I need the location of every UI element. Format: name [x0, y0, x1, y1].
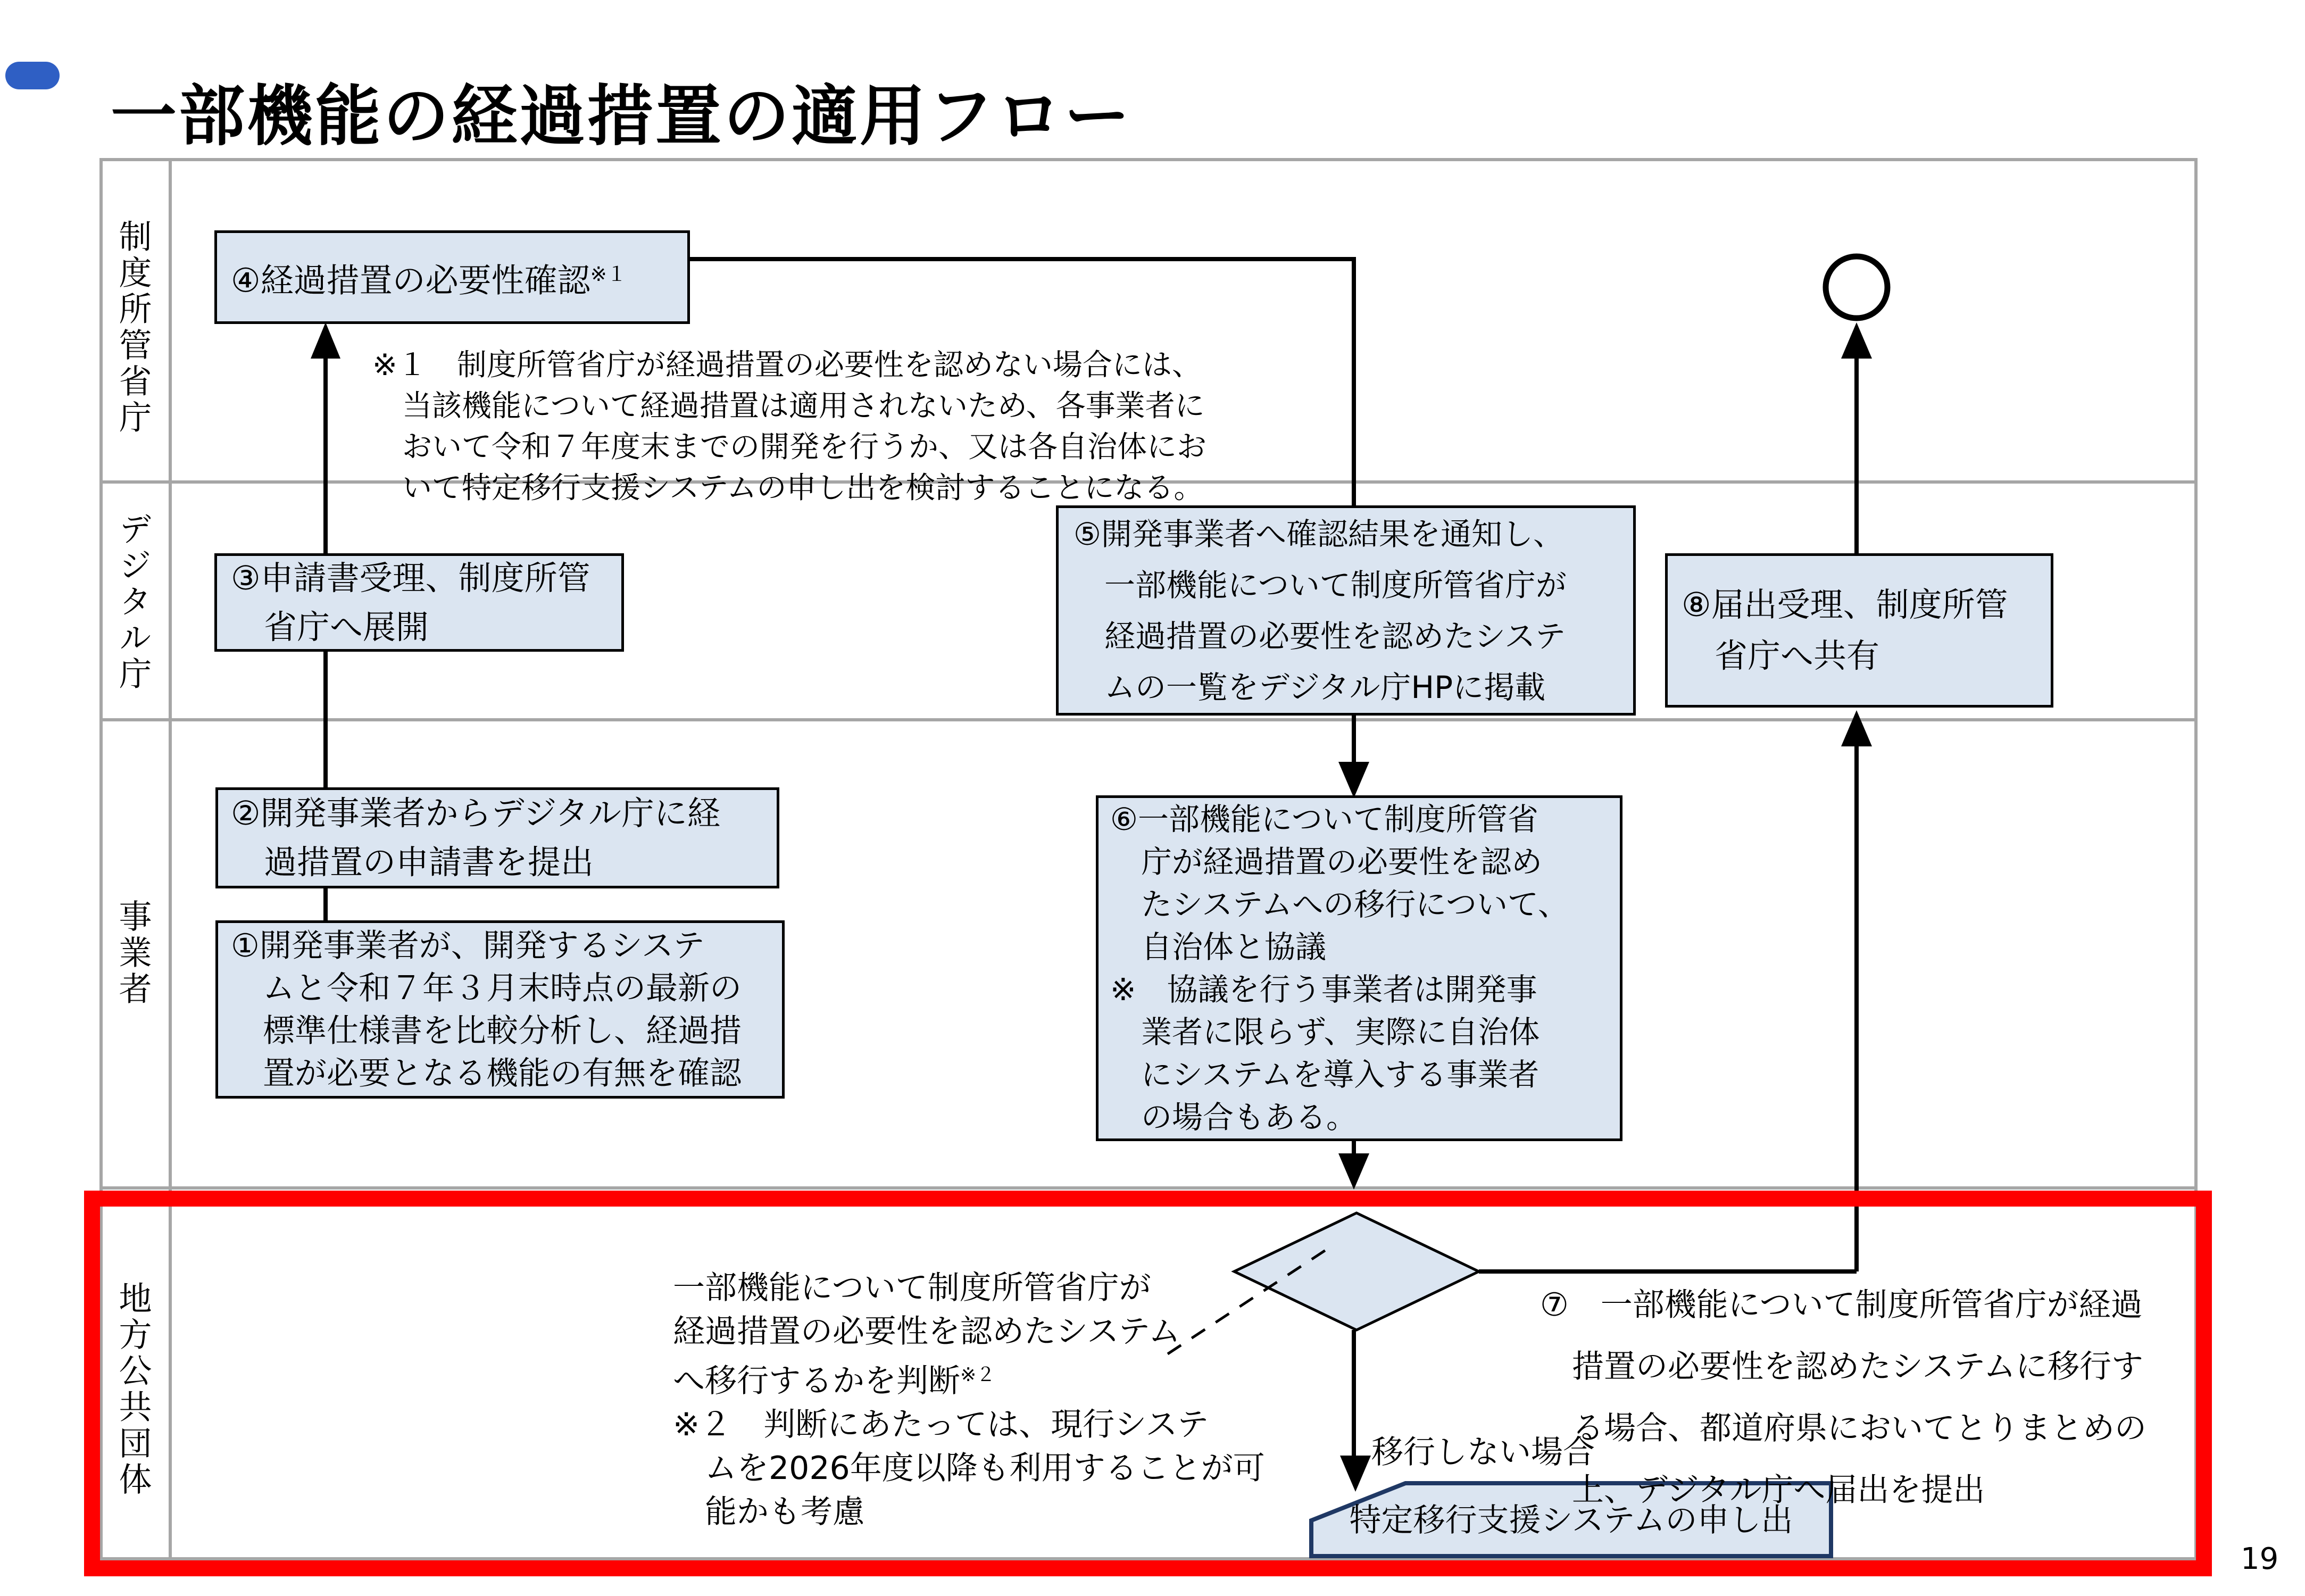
box6-line: ※ 協議を行う事業者は開発事	[1110, 971, 1537, 1008]
note1-text	[372, 345, 1206, 509]
step7-line: 措置の必要性を認めたシステムに移行す	[1540, 1348, 2143, 1385]
box4-note-ref: ※１	[590, 262, 627, 286]
box1-compare-analysis	[215, 920, 785, 1099]
judgement-note-line: ※２ 判断にあたっては、現行システ	[673, 1406, 1209, 1443]
step7-text	[1540, 1274, 2146, 1521]
box8-line: ⑧届出受理、制度所管	[1682, 585, 2008, 624]
lane-label-local-govt: 地方公共団体	[113, 1281, 152, 1498]
step7-line: ⑦ 一部機能について制度所管省庁が経過	[1540, 1286, 2143, 1324]
page-title: 一部機能の経過措置の適用フロー	[111, 78, 1133, 155]
box4-necessity-check	[214, 230, 690, 324]
arrowhead-into-box8	[1841, 710, 1872, 746]
judgement-note-ref: ※２	[960, 1364, 996, 1386]
box1-line: 標準仕様書を比較分析し、経過措	[231, 1012, 742, 1050]
box5-line: ムの一覧をデジタル庁HPに掲載	[1074, 669, 1546, 705]
box6-line: 庁が経過措置の必要性を認め	[1110, 844, 1543, 880]
box5-notify-publish	[1056, 505, 1636, 716]
page-number: 19	[2241, 1542, 2279, 1576]
judgement-line: 経過措置の必要性を認めたシステム	[673, 1313, 1180, 1350]
judgement-note-line: 能かも考慮	[673, 1493, 864, 1531]
note1-line: ※１ 制度所管省庁が経過措置の必要性を認めない場合には、	[372, 348, 1202, 383]
end-terminator-circle	[1826, 256, 1887, 318]
box1-line: 置が必要となる機能の有無を確認	[231, 1054, 742, 1092]
box3-line: ③申請書受理、制度所管	[231, 558, 590, 597]
box6-line: の場合もある。	[1110, 1099, 1358, 1135]
judgement-note-line: ムを2026年度以降も利用することが可	[673, 1449, 1265, 1487]
box8-line: 省庁へ共有	[1682, 636, 1880, 675]
box6-consult-municipality	[1096, 795, 1622, 1141]
lane-label-ministry: 制度所管省庁	[113, 219, 152, 436]
box2-line: ②開発事業者からデジタル庁に経	[231, 794, 720, 833]
no-migration-label: 移行しない場合	[1371, 1434, 1595, 1471]
judgement-line: へ移行するかを判断	[673, 1362, 960, 1400]
step7-line: る場合、都道府県においてとりまとめの	[1540, 1410, 2146, 1447]
note1-line: いて特定移行支援システムの申し出を検討することになる。	[372, 471, 1204, 505]
decision-diamond	[1234, 1213, 1479, 1330]
box6-line: 自治体と協議	[1110, 929, 1327, 965]
arrowhead-into-box4	[311, 322, 340, 359]
box1-line: ①開発事業者が、開発するシステ	[231, 927, 705, 965]
box6-line: ⑥一部機能について制度所管省	[1110, 801, 1538, 837]
arrowhead-into-terminator	[1841, 322, 1872, 359]
box6-line: 業者に限らず、実際に自治体	[1110, 1014, 1540, 1050]
box4-label: ④経過措置の必要性確認	[231, 261, 590, 300]
arrowhead-into-card	[1340, 1456, 1371, 1492]
lane-label-business: 事業者	[113, 899, 152, 1008]
box8-report-received	[1665, 553, 2053, 708]
box5-line: 一部機能について制度所管省庁が	[1074, 567, 1567, 603]
box2-submit-application	[215, 787, 779, 888]
note1-line: 当該機能について経過措置は適用されないため、各事業者に	[372, 389, 1205, 423]
box3-application-received	[214, 553, 624, 652]
note1-line: おいて令和７年度末までの開発を行うか、又は各自治体にお	[372, 430, 1206, 464]
card-label: 特定移行支援システムの申し出	[1349, 1502, 1793, 1539]
step7-line: 上、デジタル庁へ届出を提出	[1540, 1472, 1985, 1509]
judgement-line: 一部機能について制度所管省庁が	[673, 1269, 1151, 1307]
arrowhead-into-box6	[1338, 762, 1369, 798]
box6-line: たシステムへの移行について、	[1110, 886, 1569, 922]
judgement-text	[673, 1266, 1265, 1534]
box5-line: 経過措置の必要性を認めたシステ	[1074, 618, 1566, 654]
box1-line: ムと令和７年３月末時点の最新の	[231, 969, 742, 1007]
box2-line: 過措置の申請書を提出	[231, 843, 594, 882]
lane-label-digital-agency: デジタル庁	[113, 512, 152, 693]
box3-line: 省庁へ展開	[231, 607, 429, 646]
box6-line: にシステムを導入する事業者	[1110, 1057, 1540, 1093]
box5-line: ⑤開発事業者へ確認結果を通知し、	[1074, 516, 1564, 552]
arrowhead-into-decision	[1338, 1153, 1369, 1190]
